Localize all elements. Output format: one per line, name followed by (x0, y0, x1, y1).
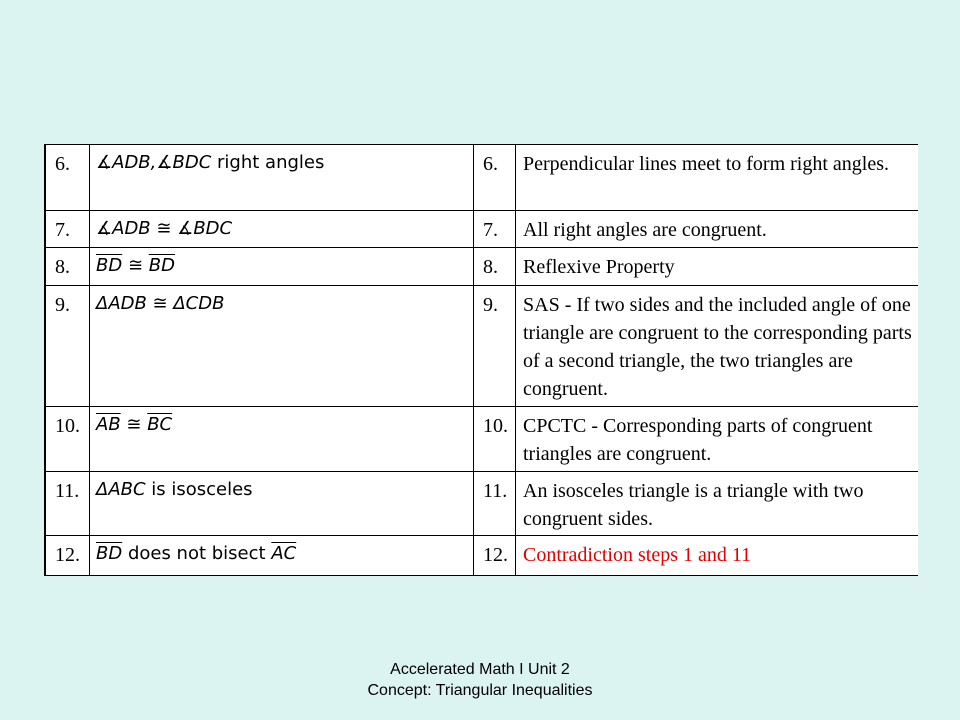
reason-number: 6. (483, 153, 498, 175)
reason-number: 11. (483, 480, 508, 502)
statement: ∡ADB,∡BDC right angles (96, 152, 325, 173)
reason: CPCTC - Corresponding parts of congruent triangles are congruent. (523, 415, 873, 465)
footer-course: Accelerated Math I Unit 2 (390, 661, 570, 678)
proof-row-7 (46, 211, 918, 248)
step-number: 11. (55, 480, 80, 502)
step-number: 12. (55, 544, 80, 566)
slide-footer (0, 659, 960, 701)
footer-concept: Concept: Triangular Inequalities (367, 682, 593, 699)
segment-label: $\overline{AC}$ (271, 543, 297, 564)
proof-row-11 (46, 472, 918, 536)
step-number: 9. (55, 294, 70, 316)
statement: $\overline{AB}$ ≅ $\overline{BC}$ (96, 414, 173, 435)
statement: $\overline{BD}$ ≅ $\overline{BD}$ (96, 255, 175, 276)
segment-label: $\overline{BD}$ (96, 255, 123, 276)
reason-number: 8. (483, 256, 498, 278)
step-number: 10. (55, 415, 80, 437)
statement: ΔADB ≅ ΔCDB (96, 293, 225, 314)
statement: ∡ADB ≅ ∡BDC (96, 218, 233, 239)
proof-table (44, 144, 918, 576)
reason-number: 10. (483, 415, 508, 437)
reason: Perpendicular lines meet to form right angles. (523, 153, 890, 175)
reason: An isosceles triangle is a triangle with two congruent sides. (523, 480, 864, 530)
reason-highlighted: Contradiction steps 1 and 11 (523, 544, 752, 566)
step-number: 7. (55, 219, 70, 241)
statement: $\overline{BD}$ does not bisect $\overline{AC}$ (96, 543, 297, 564)
proof-row-12 (46, 536, 918, 574)
reason: Reflexive Property (523, 256, 675, 278)
segment-label: $\overline{BD}$ (96, 543, 123, 564)
statement: ΔABC is isosceles (96, 479, 253, 500)
step-number: 8. (55, 256, 70, 278)
proof-row-8 (46, 248, 918, 286)
proof-row-6 (46, 145, 918, 211)
segment-label: $\overline{AB}$ (96, 414, 121, 435)
reason: All right angles are congruent. (523, 219, 767, 241)
proof-row-10 (46, 407, 918, 472)
segment-label: $\overline{BC}$ (147, 414, 173, 435)
segment-label: $\overline{BD}$ (148, 255, 175, 276)
proof-row-9 (46, 286, 918, 407)
reason-number: 12. (483, 544, 508, 566)
reason-number: 7. (483, 219, 498, 241)
reason-number: 9. (483, 294, 498, 316)
step-number: 6. (55, 153, 70, 175)
reason: SAS - If two sides and the included angle of one triangle are congruent to the corresponding parts of a second triangle, the two triangles are congruent. (523, 294, 912, 400)
